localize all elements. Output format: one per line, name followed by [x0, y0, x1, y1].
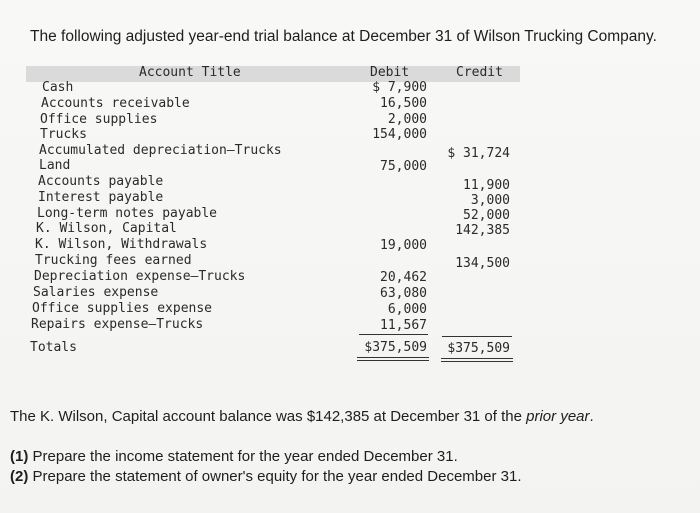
debit-cash: $ 7,900 — [372, 80, 427, 95]
debit-total: $375,509 — [364, 340, 427, 355]
intro-text: The following adjusted year-end trial balance at December 31 of Wilson Trucking Company. — [30, 28, 657, 45]
capital-balance-note — [10, 408, 594, 425]
account-trucking-fees-earned: Trucking fees earned — [35, 253, 192, 268]
header-credit: Credit — [456, 65, 503, 80]
debit-office-supplies: 2,000 — [387, 112, 427, 127]
totals-label: Totals — [30, 340, 77, 355]
account-salaries-expense: Salaries expense — [33, 285, 159, 300]
account-kwilson-withdrawals: K. Wilson, Withdrawals — [35, 237, 208, 252]
credit-double-rule-1 — [441, 358, 513, 359]
debit-depreciation-expense: 20,462 — [380, 270, 427, 285]
note-emphasis: prior year — [526, 408, 590, 425]
credit-trucking-fees-earned: 134,500 — [455, 256, 510, 271]
question-1-number: (1) — [10, 448, 29, 465]
question-1 — [10, 448, 458, 465]
debit-trucks: 154,000 — [372, 127, 427, 142]
credit-accounts-payable: 11,900 — [463, 178, 510, 193]
debit-salaries-expense: 63,080 — [380, 286, 427, 301]
header-account-title: Account Title — [139, 65, 241, 80]
question-2 — [10, 468, 521, 485]
account-accounts-receivable: Accounts receivable — [41, 96, 190, 111]
credit-double-rule-2 — [441, 361, 513, 362]
account-trucks: Trucks — [40, 127, 87, 142]
debit-subtotal-rule — [359, 334, 428, 335]
account-accounts-payable: Accounts payable — [38, 174, 164, 189]
account-kwilson-capital: K. Wilson, Capital — [36, 221, 177, 236]
debit-kwilson-withdrawals: 19,000 — [380, 238, 427, 253]
account-office-supplies: Office supplies — [40, 112, 158, 127]
header-debit: Debit — [370, 65, 410, 80]
account-depreciation-expense: Depreciation expense—Trucks — [34, 269, 246, 284]
debit-double-rule-1 — [357, 357, 429, 358]
account-office-supplies-expense: Office supplies expense — [32, 301, 213, 316]
note-period: . — [589, 408, 594, 425]
account-repairs-expense: Repairs expense—Trucks — [31, 317, 204, 332]
note-text: The K. Wilson, Capital account balance was $142,385 at December 31 of the — [10, 408, 527, 425]
header-bar — [26, 66, 520, 82]
account-interest-payable: Interest payable — [38, 190, 164, 205]
question-1-text: Prepare the income statement for the year ended December 31. — [28, 448, 458, 465]
debit-land: 75,000 — [380, 159, 427, 174]
account-long-term-notes-payable: Long-term notes payable — [37, 206, 218, 221]
credit-subtotal-rule — [442, 336, 512, 337]
debit-double-rule-2 — [357, 360, 429, 361]
credit-total: $375,509 — [447, 341, 510, 356]
account-cash: Cash — [42, 80, 74, 95]
debit-accounts-receivable: 16,500 — [380, 96, 427, 111]
credit-interest-payable: 3,000 — [470, 193, 510, 208]
credit-accumulated-depreciation: $ 31,724 — [447, 146, 510, 161]
question-2-text: Prepare the statement of owner's equity for the year ended December 31. — [28, 468, 522, 485]
account-land: Land — [39, 158, 71, 173]
debit-office-supplies-expense: 6,000 — [387, 302, 427, 317]
trial-balance-table — [24, 60, 524, 365]
credit-long-term-notes-payable: 52,000 — [463, 208, 510, 223]
debit-repairs-expense: 11,567 — [380, 318, 427, 333]
credit-kwilson-capital: 142,385 — [455, 223, 510, 238]
account-accumulated-depreciation: Accumulated depreciation—Trucks — [39, 143, 282, 158]
question-2-number: (2) — [10, 468, 29, 485]
